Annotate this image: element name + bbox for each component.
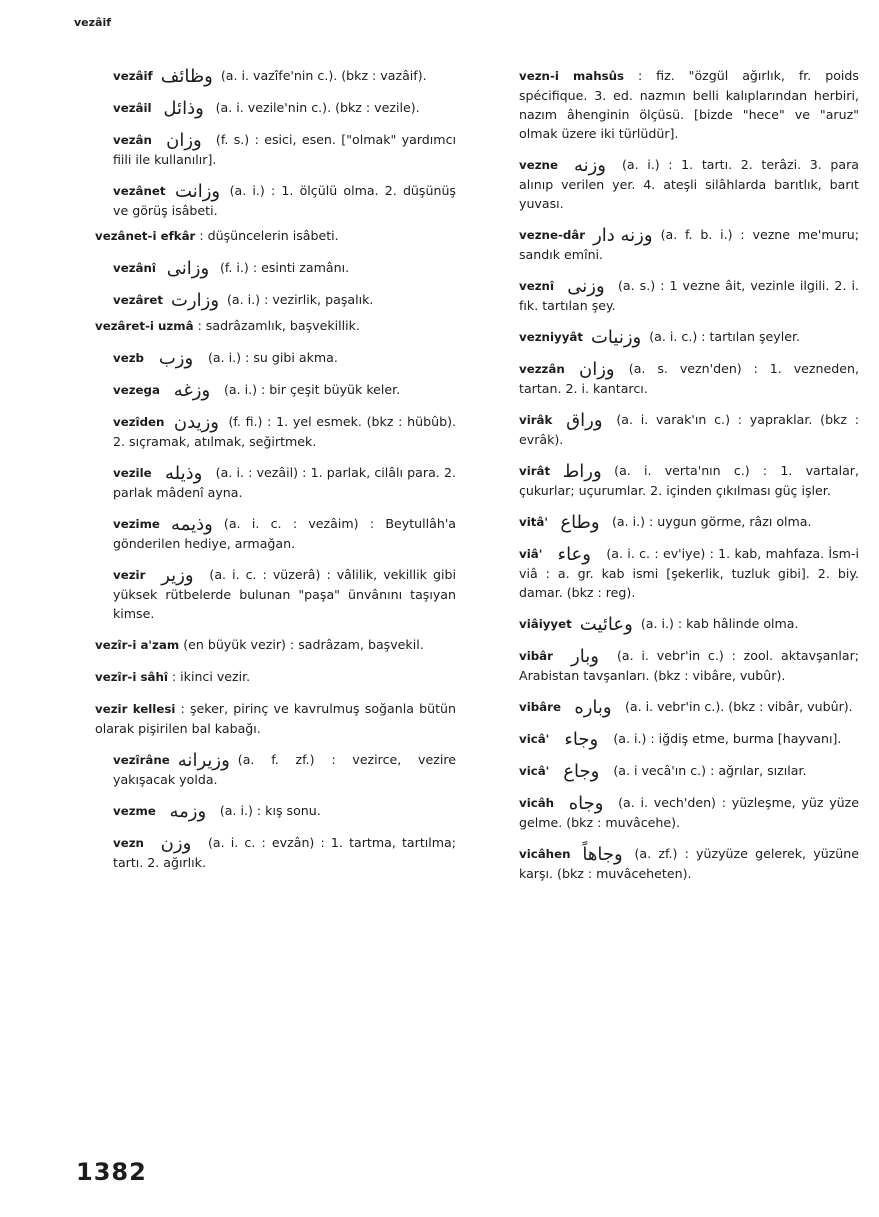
definition: (f. s.) : esici, esen. ["olmak" yardımcı fiili ile kullanılır]. xyxy=(113,132,456,167)
entry xyxy=(73,181,456,220)
arabic-script: وطاع xyxy=(560,512,600,533)
definition: (a. i. verta'nın c.) : 1. vartalar, çukurlar; uçurumlar. 2. içinden çıkılması güç işler. xyxy=(519,463,859,498)
arabic-script: وباره xyxy=(574,697,612,718)
definition: (a. i. vezile'nin c.). (bkz : vezile). xyxy=(215,100,420,115)
arabic-script: وراق xyxy=(566,410,603,431)
entry xyxy=(479,66,859,143)
arabic-script: وزير xyxy=(161,565,194,586)
entry xyxy=(479,544,859,602)
definition: (a. i.) : kış sonu. xyxy=(219,803,321,818)
entry xyxy=(73,412,456,451)
arabic-script: وزنه xyxy=(573,155,606,176)
headword: vezn-i mahsûs xyxy=(519,69,625,83)
headword: vezîr-i sâhî xyxy=(95,670,168,684)
headword: virât xyxy=(519,464,551,478)
definition: (a. zf.) : yüzyüze gelerek, yüzüne karşı. (bkz : muvâceheten). xyxy=(519,846,859,881)
arabic-script: وزمه xyxy=(169,801,207,822)
definition: (a. i.) : bir çeşit büyük keler. xyxy=(223,382,401,397)
entry xyxy=(479,614,859,634)
headword: vezânet-i efkâr xyxy=(95,229,196,243)
page-number: 1382 xyxy=(76,1158,147,1186)
entry xyxy=(73,699,456,738)
headword: vibâr xyxy=(519,649,553,663)
entry xyxy=(479,155,859,213)
headword: vezir kellesi xyxy=(95,702,176,716)
entry xyxy=(73,290,456,310)
headword: vitâ' xyxy=(519,515,548,529)
entry xyxy=(73,380,456,400)
headword: vicâh xyxy=(519,796,555,810)
entry xyxy=(479,729,859,749)
entry xyxy=(73,66,456,86)
definition: (a. i. c. : vüzerâ) : vâlilik, vekillik gibi yüksek rütbelerde bulunan "paşa" ünvânını taşıyan kimse. xyxy=(113,567,456,621)
entry xyxy=(479,793,859,832)
headword: vicâ' xyxy=(519,764,550,778)
entry xyxy=(73,226,456,246)
entry xyxy=(73,565,456,623)
headword: vicâ' xyxy=(519,732,550,746)
arabic-script: وعائيت xyxy=(579,614,633,635)
arabic-script: وجاع xyxy=(563,761,600,782)
definition: (f. i.) : esinti zamânı. xyxy=(219,260,350,275)
definition: : sadrâzamlık, başvekillik. xyxy=(197,318,360,333)
entry xyxy=(73,667,456,687)
arabic-script: وزنه دار xyxy=(593,225,653,246)
definition: : ikinci vezir. xyxy=(171,669,251,684)
arabic-script: وجاء xyxy=(564,729,599,750)
left-column xyxy=(73,66,456,884)
arabic-script: وجاه xyxy=(568,793,604,814)
arabic-script: وزب xyxy=(158,348,194,369)
definition: (a. i.) : kab hâlinde olma. xyxy=(640,616,799,631)
arabic-script: وذيمه xyxy=(171,514,213,535)
headword: vezân xyxy=(113,133,152,147)
arabic-script: وزيرانه xyxy=(177,750,230,771)
arabic-script: وزغه xyxy=(173,380,211,401)
headword: vezânî xyxy=(113,261,156,275)
entry xyxy=(73,514,456,553)
entry xyxy=(479,276,859,315)
headword: vicâhen xyxy=(519,847,571,861)
headword: vibâre xyxy=(519,700,561,714)
headword: vezir xyxy=(113,568,146,582)
headword: vezîrâne xyxy=(113,753,170,767)
entry xyxy=(479,844,859,883)
entry xyxy=(73,130,456,169)
definition: (a. i.) : su gibi akma. xyxy=(208,350,338,365)
entry xyxy=(479,410,859,449)
definition: (a. i. c. : evzân) : 1. tartma, tartılma; tartı. 2. ağırlık. xyxy=(113,835,456,870)
headword: veznî xyxy=(519,279,554,293)
arabic-script: وزان xyxy=(578,359,615,380)
headword: vezzân xyxy=(519,362,565,376)
definition: (a. i.) : uygun görme, râzı olma. xyxy=(611,514,812,529)
entry xyxy=(73,316,456,336)
arabic-script: وزارت xyxy=(170,290,220,311)
entry xyxy=(479,646,859,685)
definition: (a. i. c. : vezâim) : Beytullâh'a gönderilen hediye, armağan. xyxy=(113,516,456,551)
headword: vezne-dâr xyxy=(519,228,586,242)
definition: (a. i.) : 1. tartı. 2. terâzi. 3. para alınıp verilen yer. 4. ateşli silâhlarda barıtlık, barıt yuvası. xyxy=(519,157,859,211)
headword: vezâret xyxy=(113,293,163,307)
headword: vezile xyxy=(113,466,152,480)
arabic-script: وذيله xyxy=(164,463,203,484)
headword: vezîr-i a'zam xyxy=(95,638,180,652)
arabic-script: وظائف xyxy=(160,66,213,87)
headword: vezâil xyxy=(113,101,152,115)
entry xyxy=(73,750,456,789)
arabic-script: وزنيات xyxy=(590,327,642,348)
definition: (a. i. vech'den) : yüzleşme, yüz yüze gelme. (bkz : muvâcehe). xyxy=(519,795,859,830)
definition: (a. i. varak'ın c.) : yapraklar. (bkz : evrâk). xyxy=(519,412,859,447)
headword: vezîden xyxy=(113,415,165,429)
definition: : fiz. "özgül ağırlık, fr. poids spécifique. 3. ed. nazmın belli kalıplarından herbiri, nazım âhenginin ölçüsü. [bizde "hece" ve "aruz" olmak üzere iki türlüdür]. xyxy=(519,68,859,141)
arabic-script: وزانى xyxy=(166,258,210,279)
definition: (a. i.) : iğdiş etme, burma [hayvanı]. xyxy=(613,731,842,746)
arabic-script: وزان xyxy=(166,130,202,151)
arabic-script: وزيدن xyxy=(173,412,219,433)
entry xyxy=(73,463,456,502)
headword: vezb xyxy=(113,351,145,365)
definition: (a. i. vazîfe'nin c.). (bkz : vazâif). xyxy=(220,68,427,83)
definition: (a. s. vezn'den) : 1. vezneden, tartan. 2. i. kantarcı. xyxy=(519,361,859,396)
definition: (en büyük vezir) : sadrâzam, başvekil. xyxy=(183,637,424,652)
headword: viâiyyet xyxy=(519,617,572,631)
definition: : şeker, pirinç ve kavrulmuş soğanla bütün olarak pişirilen bal kabağı. xyxy=(95,701,456,736)
entry xyxy=(73,801,456,821)
definition: (a. s.) : 1 vezne âit, vezinle ilgili. 2. i. fık. tartılan şey. xyxy=(519,278,859,313)
definition: (a. i.) : 1. ölçülü olma. 2. düşünüş ve görüş isâbeti. xyxy=(113,183,456,218)
headword: vezega xyxy=(113,383,160,397)
running-head: vezâif xyxy=(74,16,112,29)
right-column xyxy=(479,66,859,895)
entry xyxy=(479,327,859,347)
arabic-script: وجاهاً xyxy=(582,844,623,865)
definition: (a. i. c. : ev'iye) : 1. kab, mahfaza. İsm-i viâ : a. gr. kab ismi [şekerlik, tuzluk gibi]. 2. biy. damar. (bkz : reg). xyxy=(519,546,859,600)
arabic-script: وعاء xyxy=(557,544,591,565)
arabic-script: وبار xyxy=(571,646,599,667)
definition: (a. f. zf.) : vezirce, vezire yakışacak yolda. xyxy=(113,752,456,787)
headword: vezn xyxy=(113,836,144,850)
entry xyxy=(479,697,859,717)
headword: vezne xyxy=(519,158,558,172)
definition: (a. i. vebr'in c.). (bkz : vibâr, vubûr). xyxy=(624,699,853,714)
headword: vezniyyât xyxy=(519,330,583,344)
entry xyxy=(73,635,456,655)
definition: (f. fi.) : 1. yel esmek. (bkz : hübûb). 2. sıçramak, atılmak, seğirtmek. xyxy=(113,414,456,449)
definition: : düşüncelerin isâbeti. xyxy=(199,228,339,243)
entry xyxy=(73,258,456,278)
entry xyxy=(73,348,456,368)
entry xyxy=(479,225,859,264)
definition: (a. i.) : vezirlik, paşalık. xyxy=(227,292,374,307)
entry xyxy=(479,761,859,781)
entry xyxy=(479,512,859,532)
entry xyxy=(479,461,859,500)
definition: (a. i. vebr'in c.) : zool. aktavşanlar; Arabistan tavşanları. (bkz : vibâre, vubûr). xyxy=(519,648,859,683)
definition: (a. i. c.) : tartılan şeyler. xyxy=(649,329,800,344)
definition: (a. f. b. i.) : vezne me'muru; sandık emîni. xyxy=(519,227,859,262)
headword: viâ' xyxy=(519,547,543,561)
headword: vezâret-i uzmâ xyxy=(95,319,194,333)
definition: (a. i vecâ'ın c.) : ağrılar, sızılar. xyxy=(613,763,807,778)
entry xyxy=(73,833,456,872)
headword: vezime xyxy=(113,517,160,531)
entry xyxy=(479,359,859,398)
arabic-script: وذائل xyxy=(163,98,204,119)
headword: vezme xyxy=(113,804,156,818)
headword: vezânet xyxy=(113,184,166,198)
arabic-script: وزانت xyxy=(175,181,221,202)
headword: virâk xyxy=(519,413,553,427)
entry xyxy=(73,98,456,118)
definition: (a. i. : vezâil) : 1. parlak, cilâlı para. 2. parlak mâdenî ayna. xyxy=(113,465,456,500)
headword: vezâif xyxy=(113,69,153,83)
arabic-script: وزنى xyxy=(567,276,605,297)
arabic-script: وراط xyxy=(562,461,602,482)
arabic-script: وزن xyxy=(160,833,192,854)
